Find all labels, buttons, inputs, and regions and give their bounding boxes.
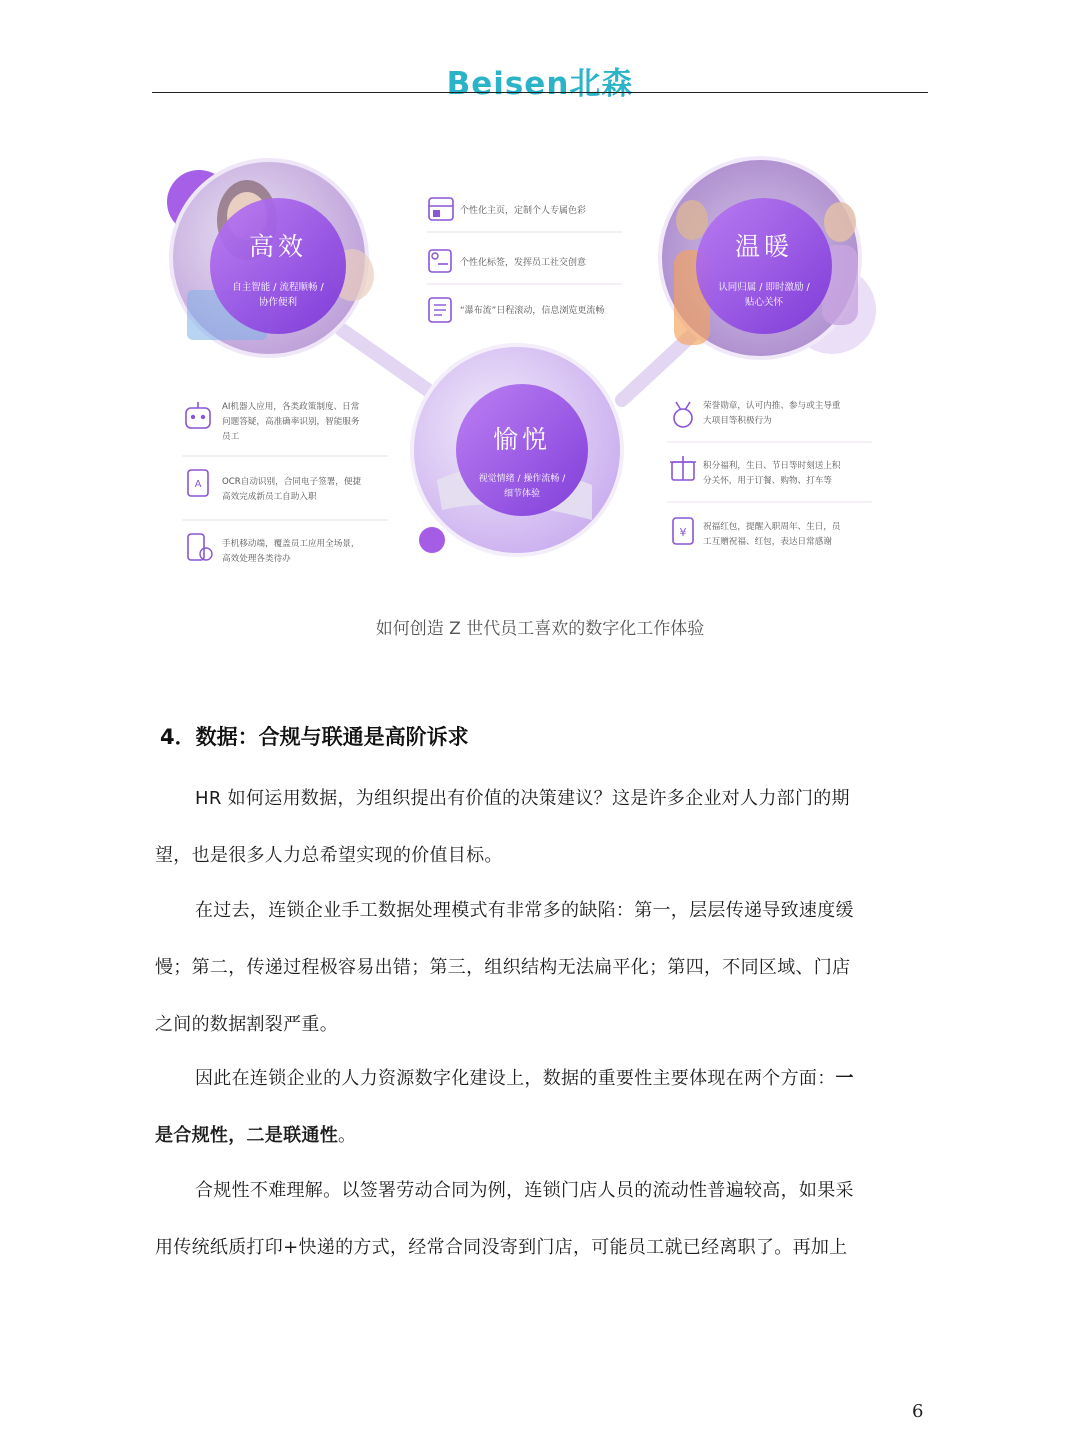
paragraph-line: 望，也是很多人力总希望实现的价值目标。: [155, 845, 503, 866]
waterfall-icon: [429, 298, 451, 322]
right-feature-line: 祝福红包，提醒入职周年、生日，员: [703, 522, 841, 532]
figure-caption: 如何创造 Z 世代员工喜欢的数字化工作体验: [375, 619, 705, 639]
page-header: [152, 52, 928, 102]
left-feature-line: 员工: [222, 432, 240, 442]
warmth-desc-line: 贴心关怀: [744, 297, 784, 308]
delight-desc-line: 细节体验: [503, 489, 541, 499]
infographic: [152, 150, 928, 585]
right-feature-line: 积分福利，生日、节日等时刻送上积: [703, 461, 841, 471]
page-number: 6: [912, 1401, 924, 1422]
left-feature-line: 问题答疑，高准确率识别，智能服务: [222, 417, 360, 427]
efficiency-desc-line: 协作便利: [258, 297, 298, 308]
paragraph-line: 在过去，连锁企业手工数据处理模式有非常多的缺陷：第一，层层传递导致速度缓: [195, 900, 854, 921]
mobile-icon: [188, 534, 212, 560]
section-heading: 4．数据：合规与联通是高阶诉求: [160, 725, 469, 749]
paragraph-line: 因此在连锁企业的人力资源数字化建设上，数据的重要性主要体现在两个方面：一: [195, 1068, 854, 1089]
top-feature-list: [427, 198, 622, 322]
gift-icon: [670, 456, 696, 480]
svg-text:A: A: [194, 479, 202, 490]
top-feature-text: “瀑布流”日程滚动，信息浏览更流畅: [460, 306, 605, 316]
left-feature-line: 手机移动端，覆盖员工应用全场景，: [222, 539, 360, 549]
paragraph: [155, 1162, 925, 1276]
top-feature-text: 个性化标签，发挥员工社交创意: [460, 258, 587, 268]
logo-latin: Beisen: [446, 66, 570, 102]
left-feature-list: [182, 400, 388, 564]
warmth-title: 温暖: [734, 232, 794, 261]
right-feature-line: 荣誉勋章，认可内推、参与或主导重: [703, 401, 841, 411]
left-feature-line: AI机器人应用，各类政策制度、日常: [222, 402, 360, 412]
left-feature-line: 高效完成新员工自助入职: [222, 492, 317, 502]
top-feature-text: 个性化主页，定制个人专属色彩: [460, 206, 587, 216]
efficiency-title: 高效: [248, 232, 308, 261]
warmth-desc-line: 认同归属 / 即时激励 /: [718, 282, 810, 293]
red-envelope-icon: [673, 518, 693, 544]
paragraph: [155, 1050, 925, 1164]
paragraph-line: 是合规性，二是联通性。: [155, 1125, 357, 1146]
right-feature-line: 工互赠祝福、红包，表达日常感谢: [703, 537, 832, 547]
tag-icon: [429, 250, 451, 272]
paragraph: [155, 882, 925, 1053]
paragraph-line: 合规性不难理解。以签署劳动合同为例，连锁门店人员的流动性普遍较高，如果采: [195, 1180, 854, 1201]
right-feature-line: 分关怀，用于订餐、购物、打车等: [703, 476, 832, 486]
header-rule: [152, 92, 928, 93]
paragraph-line: 慢；第二，传递过程极容易出错；第三，组织结构无法扁平化；第四，不同区域、门店: [155, 957, 851, 978]
logo-cn: 北森: [569, 66, 634, 102]
right-feature-list: [667, 399, 872, 547]
left-feature-line: OCR自动识别，合同电子签署，便捷: [222, 477, 362, 487]
efficiency-desc-line: 自主智能 / 流程顺畅 /: [232, 282, 324, 293]
delight-desc-line: 视觉情绪 / 操作流畅 /: [478, 474, 566, 484]
svg-text:¥: ¥: [679, 526, 687, 539]
beisen-logo: [152, 58, 928, 103]
paragraph: [155, 770, 925, 884]
robot-icon: [186, 402, 210, 428]
paragraph-line: HR 如何运用数据，为组织提出有价值的决策建议？这是许多企业对人力部门的期: [195, 788, 850, 809]
paragraph-line: 用传统纸质打印+快递的方式，经常合同没寄到门店，可能员工就已经离职了。再加上: [155, 1237, 848, 1258]
paragraph-line: 之间的数据割裂严重。: [155, 1014, 338, 1035]
right-feature-line: 大项目等积极行为: [703, 416, 772, 426]
layout-icon: [429, 198, 453, 220]
ocr-icon: [188, 470, 208, 496]
delight-title: 愉悦: [492, 425, 552, 454]
medal-icon: [674, 402, 692, 427]
left-feature-line: 高效处理各类待办: [222, 554, 291, 564]
